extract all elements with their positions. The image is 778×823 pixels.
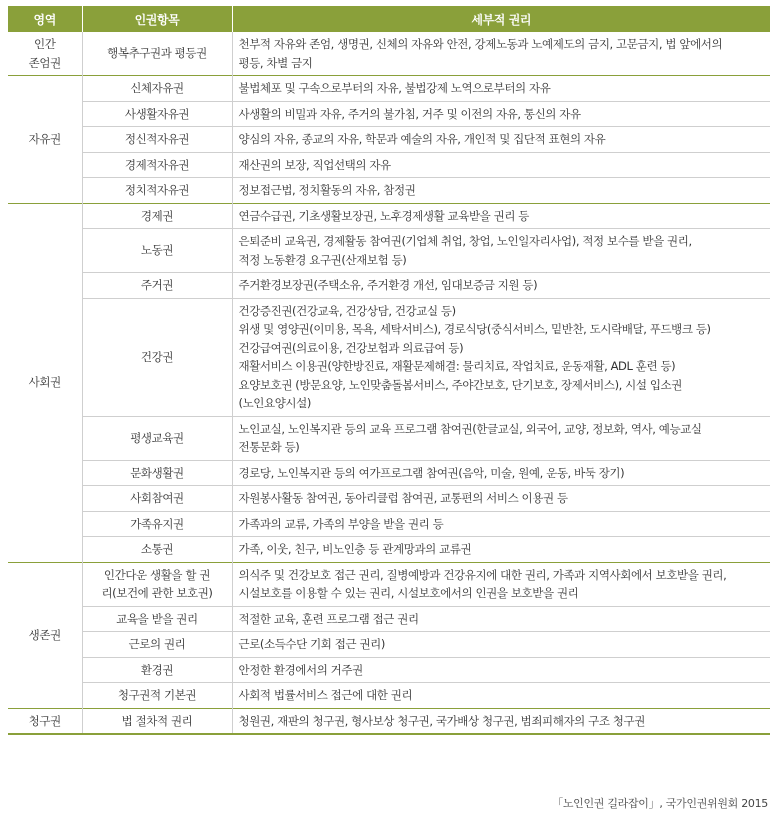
detail-line: 양심의 자유, 종교의 자유, 학문과 예술의 자유, 개인적 및 집단적 표현의 자유	[238, 132, 606, 146]
detail-cell	[232, 152, 770, 178]
detail-line: 재산권의 보장, 직업선택의 자유	[238, 157, 391, 172]
area-cell: 사회권	[8, 203, 82, 562]
header-item: 인권항목	[82, 6, 232, 32]
detail-line: 적정 노동환경 요구권(산재보험 등)	[238, 252, 407, 267]
detail-cell	[232, 708, 770, 734]
item-cell: 경제권	[82, 203, 232, 229]
detail-cell	[232, 32, 770, 76]
item-cell: 사회참여권	[82, 486, 232, 512]
table-row	[8, 683, 770, 709]
table-row	[8, 203, 770, 229]
detail-line: 건강급여권(의료이용, 건강보험과 의료급여 등)	[238, 340, 464, 355]
detail-line: 정보접근법, 정치활동의 자유, 참정권	[238, 183, 416, 197]
detail-cell	[232, 606, 770, 632]
detail-line: 근로(소득수단 기회 접근 권리)	[238, 637, 385, 651]
item-cell: 교육을 받을 권리	[82, 606, 232, 632]
detail-cell	[232, 178, 770, 204]
detail-line: (노인요양시설)	[238, 396, 311, 410]
detail-line: 평등, 차별 금지	[238, 55, 313, 70]
item-cell: 평생교육권	[82, 416, 232, 460]
table-header	[8, 6, 770, 32]
area-cell: 생존권	[8, 562, 82, 708]
table-row	[8, 632, 770, 658]
detail-line: 사회적 법률서비스 접근에 대한 권리	[238, 688, 413, 702]
item-cell: 근로의 권리	[82, 632, 232, 658]
item-cell: 인간다운 생활을 할 권 리(보건에 관한 보호권)	[82, 562, 232, 606]
detail-line: 가족과의 교류, 가족의 부양을 받을 권리 등	[238, 516, 444, 531]
detail-line: 주거환경보장권(주택소유, 주거환경 개선, 임대보증금 지원 등)	[238, 278, 538, 292]
item-cell: 환경권	[82, 657, 232, 683]
table-row	[8, 127, 770, 153]
item-cell: 문화생활권	[82, 460, 232, 486]
area-cell: 자유권	[8, 76, 82, 204]
detail-cell	[232, 203, 770, 229]
detail-cell	[232, 632, 770, 658]
detail-cell	[232, 562, 770, 606]
detail-line: 불법체포 및 구속으로부터의 자유, 불법강제 노역으로부터의 자유	[238, 81, 551, 95]
item-cell: 소통권	[82, 537, 232, 563]
detail-line: 안정한 환경에서의 거주권	[238, 662, 363, 677]
table-row	[8, 178, 770, 204]
item-cell: 건강권	[82, 298, 232, 416]
table-row	[8, 708, 770, 734]
table-row	[8, 537, 770, 563]
detail-cell	[232, 298, 770, 416]
detail-cell	[232, 127, 770, 153]
detail-cell	[232, 416, 770, 460]
header-area: 영역	[8, 6, 82, 32]
item-cell: 청구권적 기본권	[82, 683, 232, 709]
detail-cell	[232, 101, 770, 127]
detail-line: 청원권, 재판의 청구권, 형사보상 청구권, 국가배상 청구권, 범죄피해자의 구조 청구권	[238, 713, 645, 728]
table-row	[8, 606, 770, 632]
item-cell: 가족유지권	[82, 511, 232, 537]
detail-line: 천부적 자유와 존엄, 생명권, 신체의 자유와 안전, 강제노동과 노예제도의 금지, 고문금지, 법 앞에서의	[238, 37, 723, 51]
detail-cell	[232, 537, 770, 563]
rights-table	[8, 6, 770, 735]
item-cell: 신체자유권	[82, 76, 232, 102]
table-row	[8, 657, 770, 683]
detail-cell	[232, 657, 770, 683]
table-row	[8, 486, 770, 512]
item-cell: 사생활자유권	[82, 101, 232, 127]
area-cell: 인간 존엄권	[28, 37, 61, 70]
detail-cell	[232, 76, 770, 102]
detail-line: 시설보호를 이용할 수 있는 권리, 시설보호에서의 인권을 보호받을 권리	[238, 586, 579, 600]
detail-line: 재활서비스 이용권(양한방진료, 재활문제해결: 물리치료, 작업치료, 운동재활, ADL 훈련 등)	[238, 359, 676, 373]
detail-cell	[232, 460, 770, 486]
item-cell: 법 절차적 권리	[82, 708, 232, 734]
table-row	[8, 152, 770, 178]
detail-line: 자원봉사활동 참여권, 동아리클럽 참여권, 교통편의 서비스 이용권 등	[238, 491, 568, 505]
table-row	[8, 298, 770, 416]
table-row	[8, 101, 770, 127]
detail-line: 사생활의 비밀과 자유, 주거의 불가침, 거주 및 이전의 자유, 통신의 자유	[238, 106, 581, 121]
detail-cell	[232, 486, 770, 512]
detail-line: 가족, 이웃, 친구, 비노인층 등 관계망과의 교류권	[238, 542, 472, 556]
item-cell: 정치적자유권	[82, 178, 232, 204]
detail-line: 은퇴준비 교육권, 경제활동 참여권(기업체 취업, 창업, 노인일자리사업), 적정 보수를 받을 권리,	[238, 234, 692, 248]
detail-cell	[232, 229, 770, 273]
source-caption: 「노인인권 길라잡이」, 국가인권위원회 2015	[552, 797, 768, 810]
detail-cell	[232, 683, 770, 709]
area-cell: 청구권	[8, 708, 82, 734]
detail-line: 적절한 교육, 훈련 프로그램 접근 권리	[238, 611, 419, 626]
detail-cell	[232, 273, 770, 299]
table-row	[8, 76, 770, 102]
table-row	[8, 416, 770, 460]
table-body	[8, 32, 770, 734]
detail-line: 노인교실, 노인복지관 등의 교육 프로그램 참여권(한글교실, 외국어, 교양, 정보화, 역사, 예능교실	[238, 421, 702, 436]
header-detail: 세부적 권리	[232, 6, 770, 32]
detail-line: 요양보호권 (방문요양, 노인맞춤돌봄서비스, 주야간보호, 단기보호, 장제서비스), 시설 입소권	[238, 377, 682, 392]
detail-line: 의식주 및 건강보호 접근 권리, 질병예방과 건강유지에 대한 권리, 가족과 지역사회에서 보호받을 권리,	[238, 567, 727, 582]
table-row	[8, 32, 770, 76]
detail-cell	[232, 511, 770, 537]
item-cell: 행복추구권과 평등권	[82, 32, 232, 76]
table-row	[8, 511, 770, 537]
detail-line: 전통문화 등)	[238, 440, 300, 454]
table-row	[8, 229, 770, 273]
detail-line: 건강증진권(건강교육, 건강상담, 건강교실 등)	[238, 303, 456, 318]
table-row	[8, 460, 770, 486]
detail-line: 연금수급권, 기초생활보장권, 노후경제생활 교육받을 권리 등	[238, 208, 530, 223]
item-cell: 노동권	[82, 229, 232, 273]
table-row	[8, 273, 770, 299]
detail-line: 경로당, 노인복지관 등의 여가프로그램 참여권(음악, 미술, 원예, 운동, 바둑 장기)	[238, 465, 625, 480]
item-cell: 경제적자유권	[82, 152, 232, 178]
table-row	[8, 562, 770, 606]
item-cell: 주거권	[82, 273, 232, 299]
item-cell: 정신적자유권	[82, 127, 232, 153]
detail-line: 위생 및 영양권(이미용, 목욕, 세탁서비스), 경로식당(중식서비스, 밑반찬, 도시락배달, 푸드뱅크 등)	[238, 322, 711, 336]
